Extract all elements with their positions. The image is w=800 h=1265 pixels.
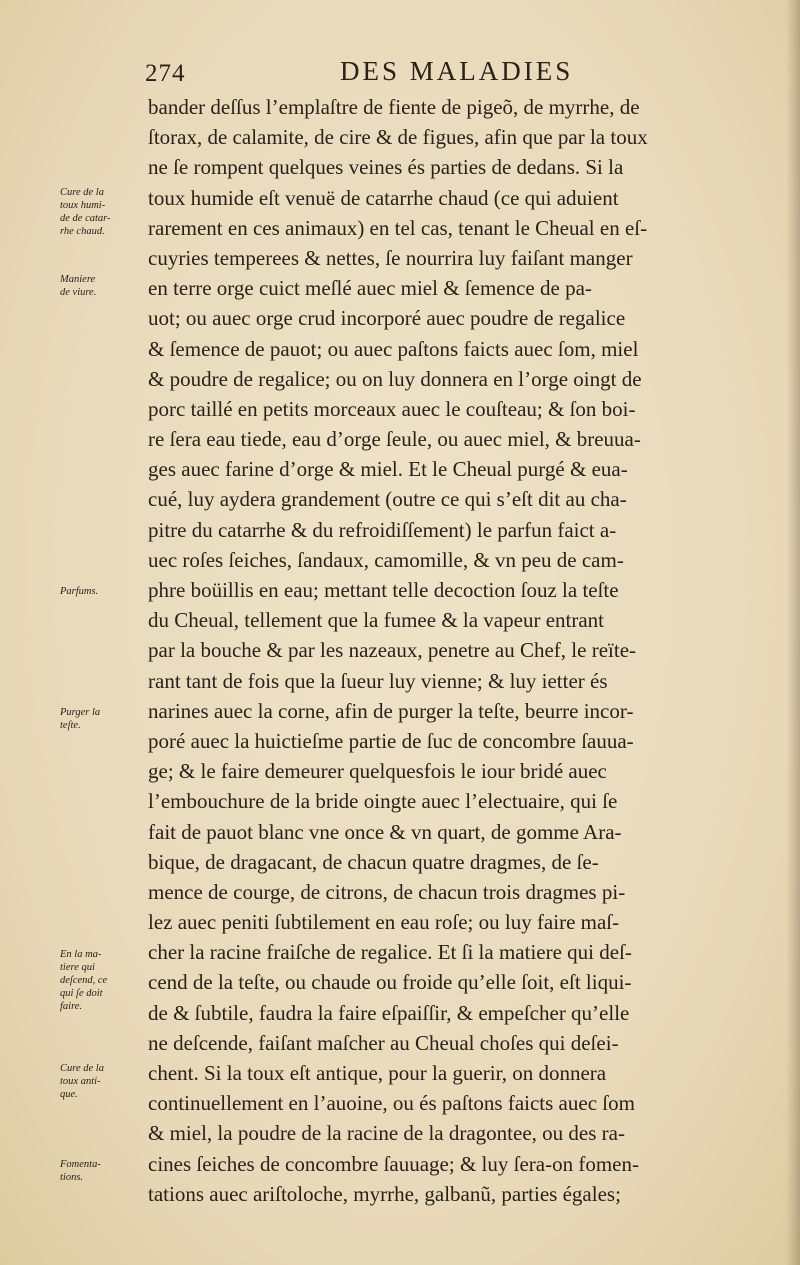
text-line: ne deſcende, faiſant maſcher au Cheual choſes qui deſei- bbox=[148, 1030, 619, 1055]
margin-note-purger-teste: Purger la teſte. bbox=[60, 707, 101, 731]
text-line: fait de pauot blanc vne once & vn quart, de gomme Ara- bbox=[148, 819, 622, 844]
page-header bbox=[145, 56, 615, 92]
page-spine-shadow bbox=[786, 0, 800, 1265]
text-line: tations auec ariſtoloche, myrrhe, galbanũ, parties égales; bbox=[148, 1181, 621, 1206]
text-line: en terre orge cuict meſlé auec miel & ſemence de pa- bbox=[148, 276, 592, 301]
text-line: lez auec peniti ſubtilement en eau roſe; ou luy faire maſ- bbox=[148, 910, 620, 935]
margin-note-parfums: Parfums. bbox=[60, 586, 99, 597]
text-line: porc taillé en petits morceaux auec le couſteau; & ſon boi- bbox=[148, 396, 636, 421]
text-line: pitre du catarrhe & du refroidiſſement) le parfun faict a- bbox=[148, 517, 617, 542]
text-line: & poudre de regalice; ou on luy donnera en l’orge oingt de bbox=[148, 366, 642, 391]
text-line: de & ſubtile, faudra la faire eſpaiſſir, & empeſcher qu’elle bbox=[148, 1000, 630, 1025]
margin-note-matiere-descend: En la ma- tiere qui deſcend, ce qui ſe doit faire. bbox=[60, 949, 108, 1012]
text-line: phre boüillis en eau; mettant telle decoction ſouz la teſte bbox=[148, 578, 619, 602]
text-line: par la bouche & par les nazeaux, penetre au Chef, le reïte- bbox=[148, 638, 637, 663]
text-line: & ſemence de pauot; ou auec paſtons faicts auec ſom, miel bbox=[148, 336, 639, 361]
text-line: uec roſes ſeiches, ſandaux, camomille, & vn peu de cam- bbox=[148, 547, 624, 572]
text-line: cher la racine fraiſche de regalice. Et ſi la matiere qui deſ- bbox=[148, 940, 632, 965]
text-line: cué, luy aydera grandement (outre ce qui s’eſt dit au cha- bbox=[148, 487, 627, 512]
margin-note-maniere-de-vivre: Maniere de viure. bbox=[60, 274, 97, 298]
body-text bbox=[148, 92, 788, 1209]
text-line: du Cheual, tellement que la fumee & la vapeur entrant bbox=[148, 608, 604, 633]
text-line: ges auec farine d’orge & miel. Et le Cheual purgé & eua- bbox=[148, 457, 628, 482]
text-line: ne ſe rompent quelques veines és parties de dedans. Si la bbox=[148, 155, 624, 180]
text-line: re ſera eau tiede, eau d’orge ſeule, ou auec miel, & breuua- bbox=[148, 427, 641, 452]
page-number: 274 bbox=[145, 60, 186, 87]
text-line: chent. Si la toux eſt antique, pour la guerir, on donnera bbox=[148, 1061, 607, 1085]
margin-note-cure-toux-antique: Cure de la toux anti- que. bbox=[60, 1063, 104, 1100]
text-line: narines auec la corne, afin de purger la teſte, beurre incor- bbox=[148, 698, 634, 723]
text-line: continuellement en l’auoine, ou és paſtons faicts auec ſom bbox=[148, 1091, 635, 1116]
text-line: cuyries temperees & nettes, ſe nourrira luy faiſant manger bbox=[148, 245, 633, 270]
text-line: toux humide eſt venuë de catarrhe chaud (ce qui aduient bbox=[148, 185, 619, 210]
text-line: rarement en ces animaux) en tel cas, tenant le Cheual en eſ- bbox=[148, 215, 648, 240]
text-line: ge; & le faire demeurer quelquesfois le iour bridé auec bbox=[148, 759, 607, 784]
margin-note-fomentations: Fomenta- tions. bbox=[60, 1159, 101, 1183]
running-head: DES MALADIES bbox=[340, 56, 574, 86]
text-line: & miel, la poudre de la racine de la dragontee, ou des ra- bbox=[148, 1121, 625, 1146]
text-line: poré auec la huictieſme partie de ſuc de concombre ſauua- bbox=[148, 728, 634, 753]
text-line: rant tant de fois que la ſueur luy vienne; & luy ietter és bbox=[148, 668, 608, 693]
text-line: uot; ou auec orge crud incorporé auec poudre de regalice bbox=[148, 306, 626, 331]
text-line: mence de courge, de citrons, de chacun trois dragmes pi- bbox=[148, 879, 626, 904]
margin-note-cure-toux-humide: Cure de la toux humi- de de catar- rhe chaud. bbox=[60, 187, 111, 237]
text-line: cines ſeiches de concombre ſauuage; & luy ſera-on fomen- bbox=[148, 1151, 639, 1176]
text-line: bique, de dragacant, de chacun quatre dragmes, de ſe- bbox=[148, 849, 599, 874]
text-line: ſtorax, de calamite, de cire & de figues, afin que par la toux bbox=[148, 125, 648, 150]
text-line: cend de la teſte, ou chaude ou froide qu’elle ſoit, eſt liqui- bbox=[148, 970, 632, 995]
text-line: l’embouchure de la bride oingte auec l’electuaire, qui ſe bbox=[148, 789, 618, 814]
text-line: bander deſſus l’emplaſtre de fiente de pigeõ, de myrrhe, de bbox=[148, 95, 640, 119]
